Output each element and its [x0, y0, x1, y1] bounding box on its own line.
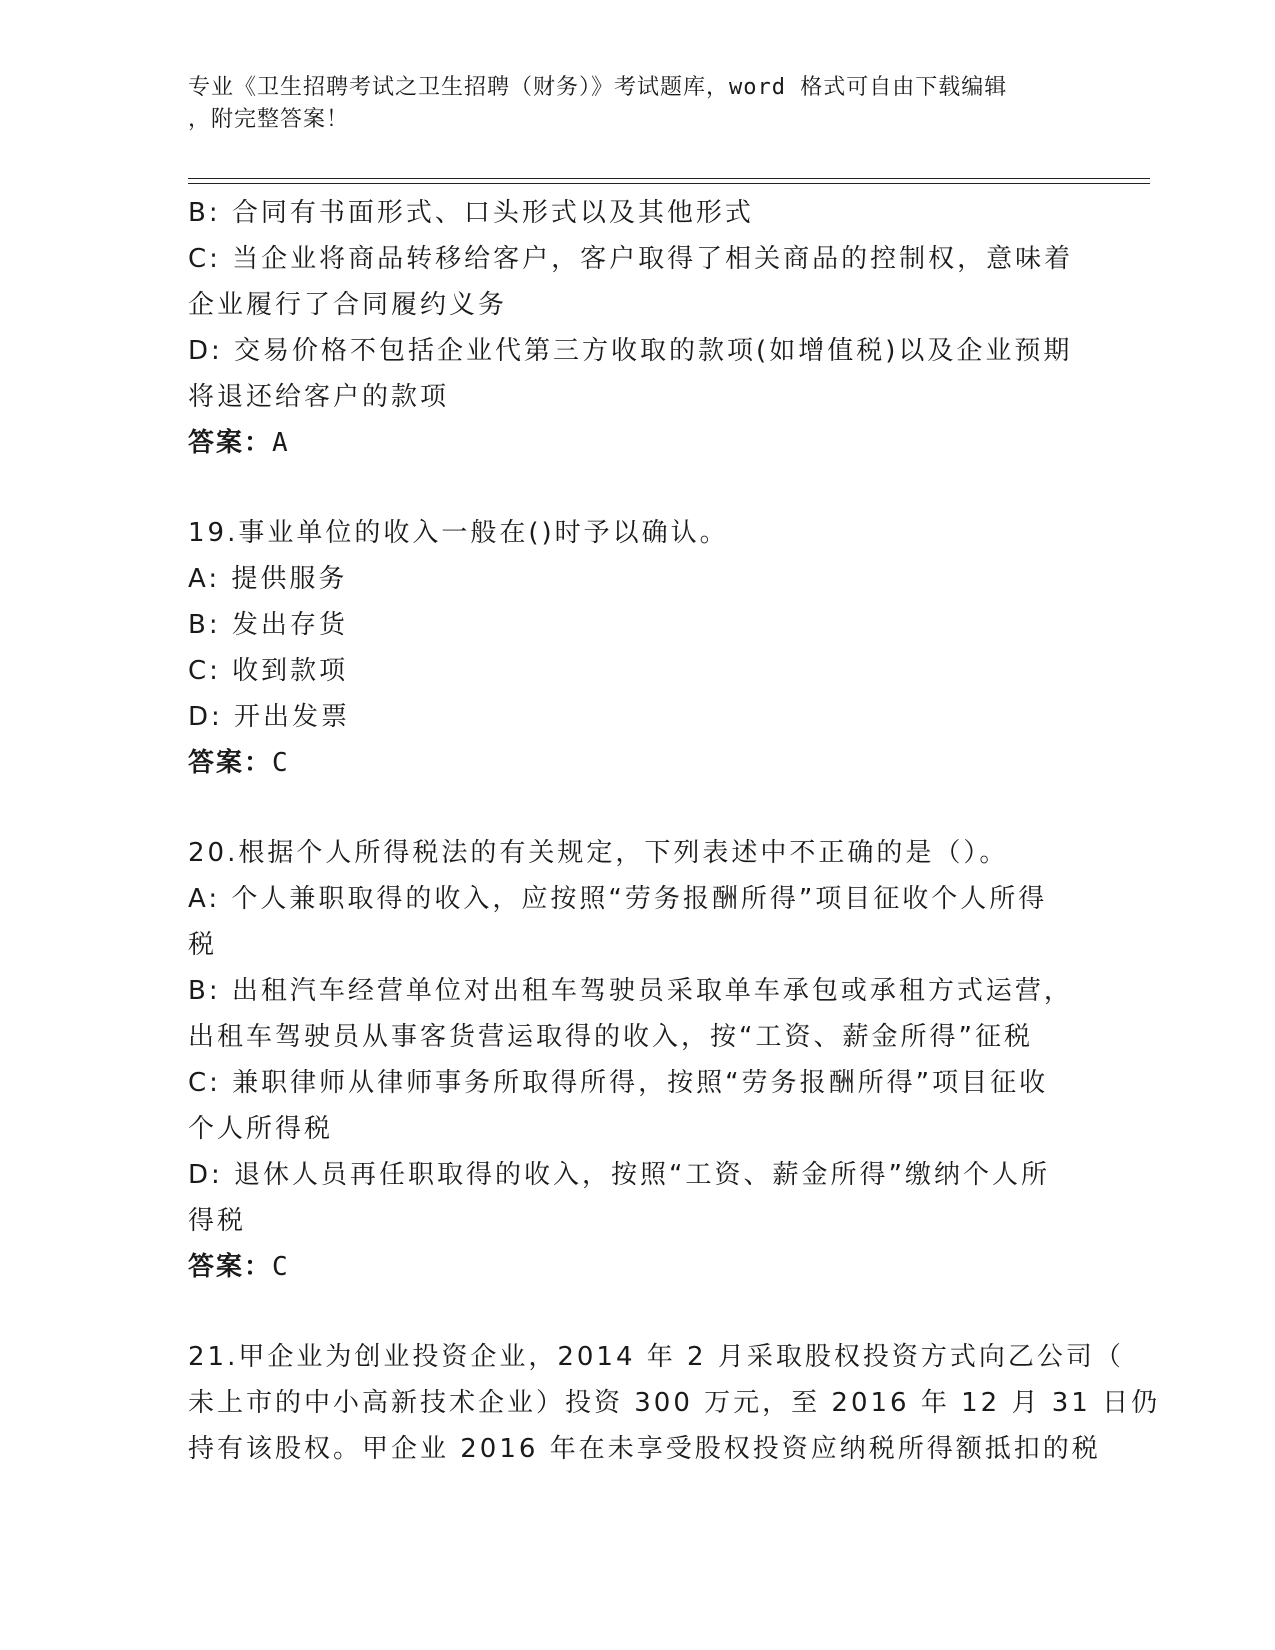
q18-option-b: B: 合同有书面形式、口头形式以及其他形式 [188, 198, 754, 228]
q20-answer-value: C [272, 1252, 290, 1282]
q18-option-d-line-1: D: 交易价格不包括企业代第三方收取的款项(如增值税)以及企业预期 [188, 336, 1073, 366]
question-18 [188, 190, 1088, 466]
document-body [188, 190, 1161, 1472]
page-header [188, 72, 1068, 136]
question-gap [188, 466, 1088, 510]
q18-option-d-line-2: 将退还给客户的款项 [188, 382, 450, 412]
q19-option-b: B: 发出存货 [188, 610, 348, 640]
q20-option-a-line-2: 税 [188, 930, 218, 960]
question-20 [188, 830, 1088, 1290]
q20-option-d-line-1: D: 退休人员再任职取得的收入，按照“工资、薪金所得”缴纳个人所 [188, 1160, 1050, 1190]
q20-stem: 20.根据个人所得税法的有关规定，下列表述中不正确的是（）。 [188, 838, 1009, 868]
q20-option-d-line-2: 得税 [188, 1206, 247, 1236]
q18-answer-value: A [272, 428, 290, 458]
header-line-2: ，附完整答案！ [188, 107, 350, 132]
header-divider-bottom [188, 183, 1150, 184]
q21-stem-line-2: 未上市的中小高新技术企业）投资 300 万元，至 2016 年 12 月 31 日仍 [188, 1388, 1161, 1418]
q21-stem-line-3: 持有该股权。甲企业 2016 年在未享受股权投资应纳税所得额抵扣的税 [188, 1434, 1101, 1464]
q20-option-c-line-1: C: 兼职律师从律师事务所取得所得，按照“劳务报酬所得”项目征收 [188, 1068, 1049, 1098]
q19-answer-value: C [272, 748, 290, 778]
q20-option-a-line-1: A: 个人兼职取得的收入，应按照“劳务报酬所得”项目征收个人所得 [188, 884, 1048, 914]
q19-stem: 19.事业单位的收入一般在()时予以确认。 [188, 518, 729, 548]
q19-option-a: A: 提供服务 [188, 564, 348, 594]
header-divider-top [188, 178, 1150, 179]
q19-option-c: C: 收到款项 [188, 656, 349, 686]
question-gap [188, 1290, 1088, 1334]
q19-answer [188, 740, 1088, 786]
header-line-1: 专业《卫生招聘考试之卫生招聘（财务）》考试题库，word 格式可自由下载编辑 [188, 75, 1008, 100]
q20-answer [188, 1244, 1088, 1290]
q18-answer-label: 答案： [188, 428, 273, 458]
q19-option-d: D: 开出发票 [188, 702, 351, 732]
q18-answer [188, 420, 1088, 466]
q19-answer-label: 答案： [188, 748, 273, 778]
q18-option-c-line-1: C: 当企业将商品转移给客户，客户取得了相关商品的控制权，意味着 [188, 244, 1074, 274]
q20-answer-label: 答案： [188, 1252, 273, 1282]
q20-option-b-line-1: B: 出租汽车经营单位对出租车驾驶员采取单车承包或承租方式运营， [188, 976, 1073, 1006]
question-gap [188, 786, 1088, 830]
q20-option-c-line-2: 个人所得税 [188, 1114, 334, 1144]
q18-option-c-line-2: 企业履行了合同履约义务 [188, 290, 508, 320]
q21-stem-line-1: 21.甲企业为创业投资企业，2014 年 2 月采取股权投资方式向乙公司（ [188, 1342, 1124, 1372]
q20-option-b-line-2: 出租车驾驶员从事客货营运取得的收入，按“工资、薪金所得”征税 [188, 1022, 1033, 1052]
question-21 [188, 1334, 1161, 1472]
question-19 [188, 510, 1088, 786]
